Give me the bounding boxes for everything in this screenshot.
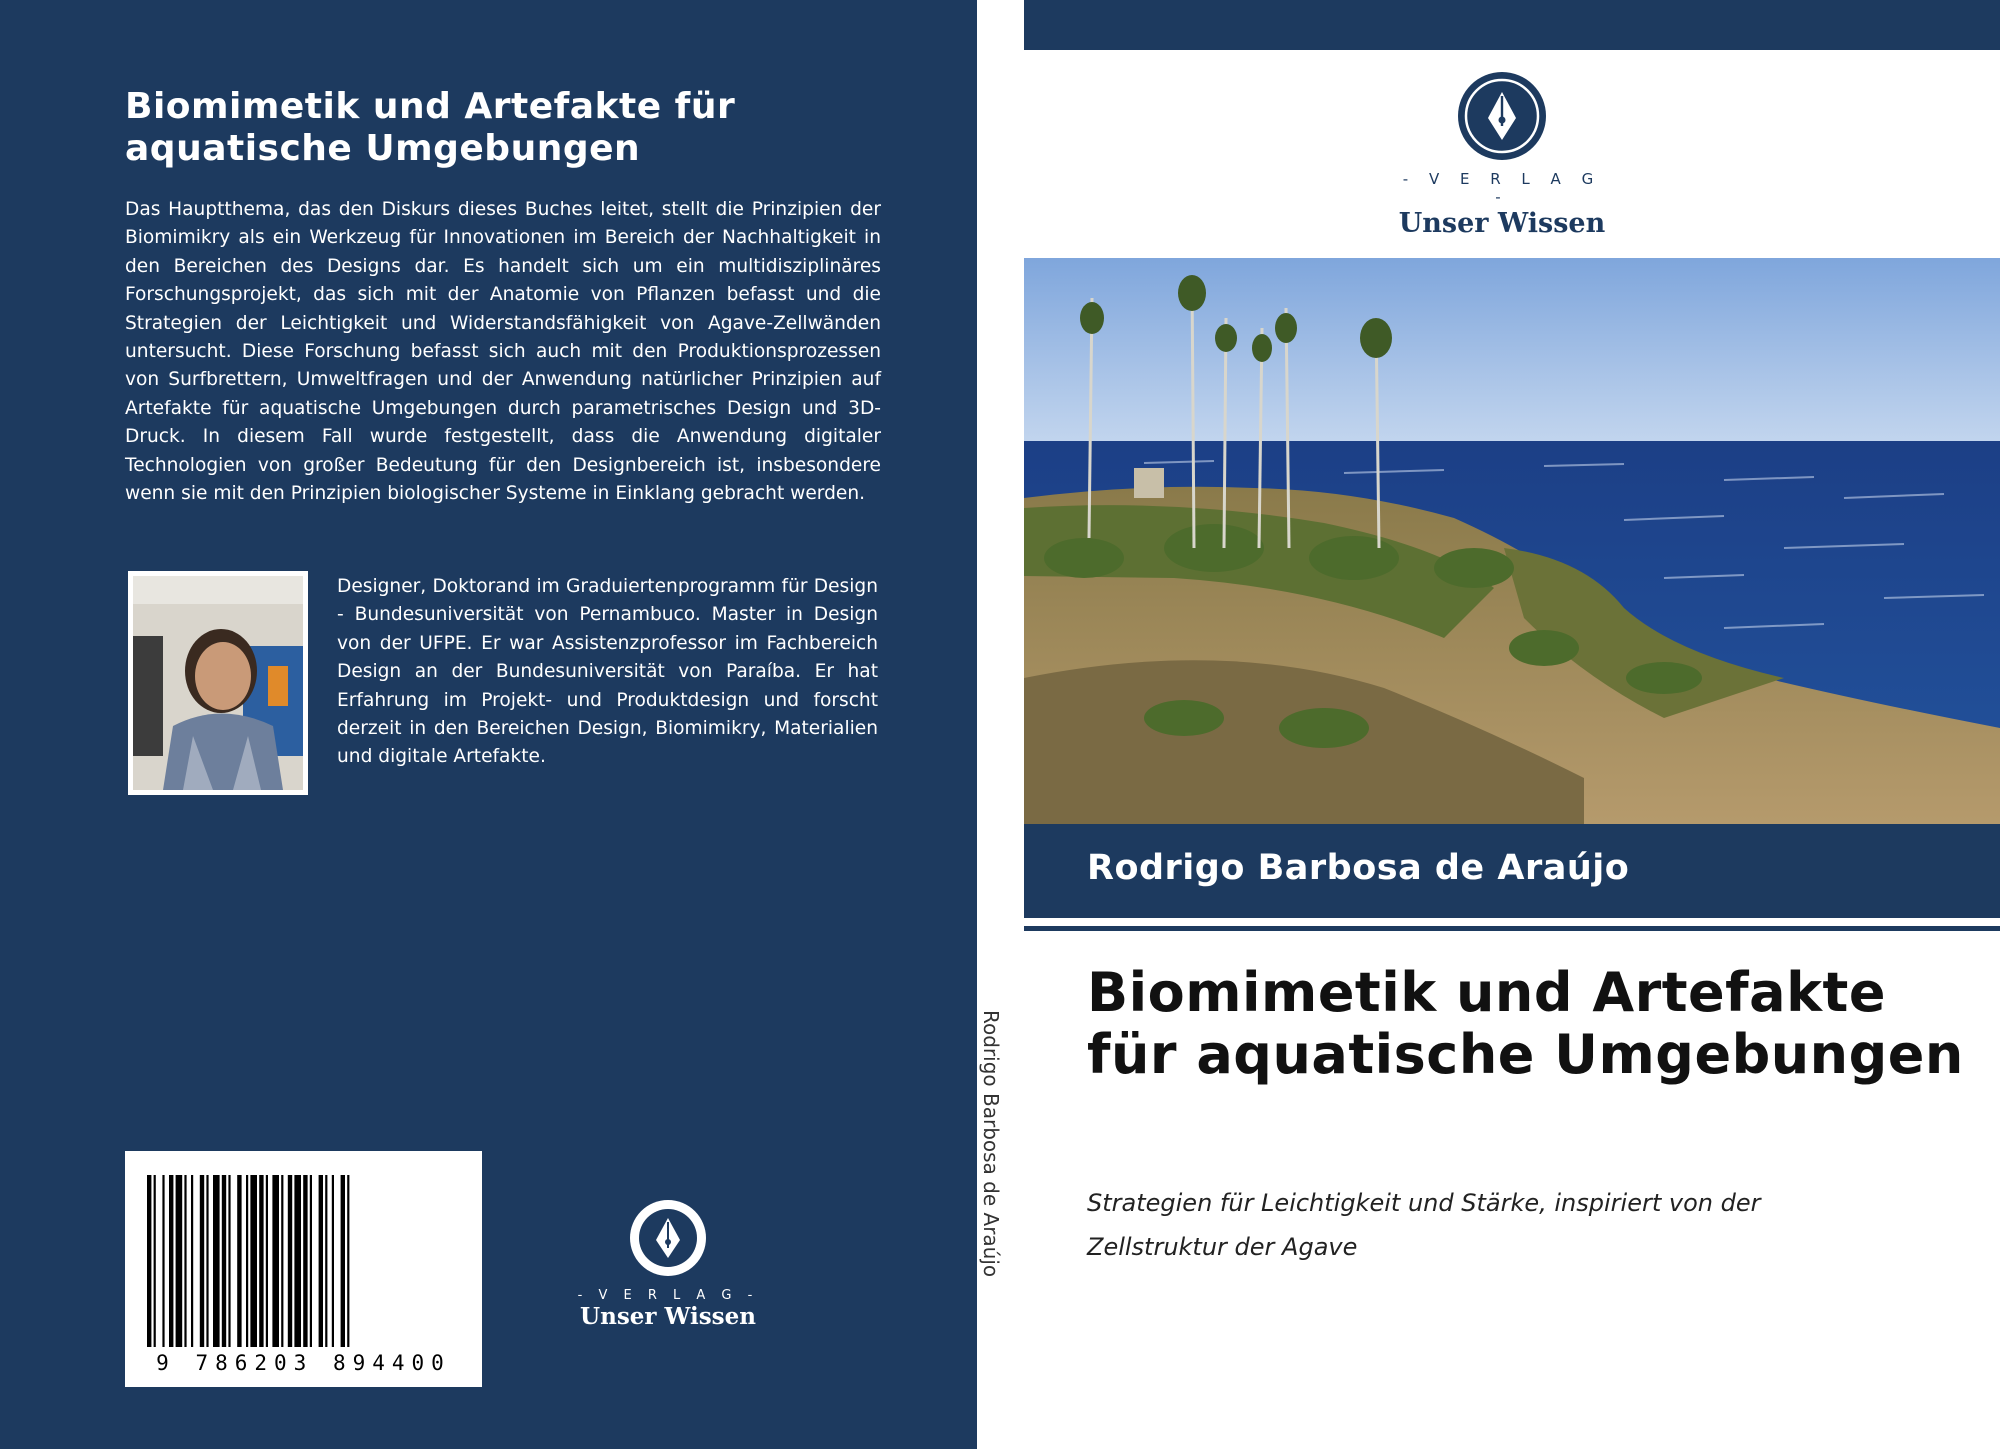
barcode-bar [191,1175,193,1347]
barcode-bar [341,1175,345,1347]
author-band [1024,824,2000,918]
barcode-bar [325,1175,327,1347]
barcode-bar [332,1175,334,1347]
front-cover-title: Biomimetik und Artefakte für aquatische Umgebungen [1087,961,1964,1086]
publisher-verlag-label: - V E R L A G - [1402,170,1602,206]
barcode-bar [319,1175,323,1347]
cover-photo [1024,258,2000,824]
barcode-bar [200,1175,204,1347]
book-blurb: Das Hauptthema, das den Diskurs dieses Buches leitet, stellt die Prinzipien der Biomimikry als ein Werkzeug für Innovationen im Bereich der Nachhaltigkeit in den Bereichen des Designs dar. Es handelt sich um ein multidisziplinäres Forschungsprojekt, das sich mit der Anatomie von Pflanzen befasst und die Strategien der Leichtigkeit und Widerstandsfähigkeit von Agave-Zellwänden untersucht. Diese Forschung befasst sich auch mit den Produktionsprozessen von Surfbrettern, Umweltfragen und der Anwendung natürlicher Prinzipien auf Artefakte für aquatische Umgebungen durch parametrisches Design und 3D-Druck. In diesem Fall wurde festgestellt, dass die Anwendung digitaler Technologien von großer Bedeutung für den Designbereich ist, insbesondere wenn sie mit den Prinzipien biologischer Systeme in Einklang gebracht werden. [125,199,881,505]
fountain-pen-icon [1456,70,1548,162]
back-cover [0,0,977,1449]
barcode-bar [184,1175,186,1347]
barcode-bar [222,1175,226,1347]
front-top-bar [1024,0,2000,50]
barcode-bar [213,1175,220,1347]
publisher-verlag-label: - V E R L A G - [577,1288,759,1303]
spine-author: Rodrigo Barbosa de Araújo [979,1010,1003,1278]
barcode-bar [266,1175,268,1347]
publisher-name: Unser Wissen [580,1303,756,1330]
barcode-bar [310,1175,312,1347]
publisher-logo-front [1392,70,1612,239]
isbn-digits: 9 786203 894400 [156,1351,451,1375]
barcode-bar [303,1175,307,1347]
author-bio: Designer, Doktorand im Graduiertenprogramm für Design - Bundesuniversität von Pernambuco. Master in Design von der UFPE. Er war Assistenzprofessor im Fachbereich Design an der Bundesuniversität von Paraíba. Er hat Erfahrung im Projekt- und Produktdesign und forscht derzeit in den Bereichen Design, Biomimikry, Materialien und digitale Artefakte. [337,576,878,768]
barcode-bar [206,1175,208,1347]
publisher-logo-back [570,1198,766,1330]
barcode-bar [259,1175,263,1347]
fountain-pen-icon [628,1198,708,1278]
divider [1024,926,2000,931]
barcode-bar [281,1175,283,1347]
barcode-bar [169,1175,173,1347]
back-cover-title: Biomimetik und Artefakte für aquatische Umgebungen [125,86,736,169]
barcode-bar [246,1175,248,1347]
front-author-name: Rodrigo Barbosa de Araújo [1087,848,1630,888]
barcode-bar [250,1175,257,1347]
barcode-bar [147,1175,151,1347]
barcode-bar [154,1175,156,1347]
barcode-bar [162,1175,164,1347]
barcode-bar [176,1175,183,1347]
isbn-barcode [125,1151,482,1387]
barcode-bar [272,1175,279,1347]
front-cover-subtitle: Strategien für Leichtigkeit und Stärke, inspiriert von der Zellstruktur der Agave [1087,1189,1761,1261]
barcode-bar [294,1175,301,1347]
barcode-bar [237,1175,241,1347]
barcode-bar [347,1175,349,1347]
barcode-bar [228,1175,230,1347]
author-photo [128,571,308,795]
publisher-name: Unser Wissen [1398,208,1606,239]
barcode-bar [288,1175,292,1347]
